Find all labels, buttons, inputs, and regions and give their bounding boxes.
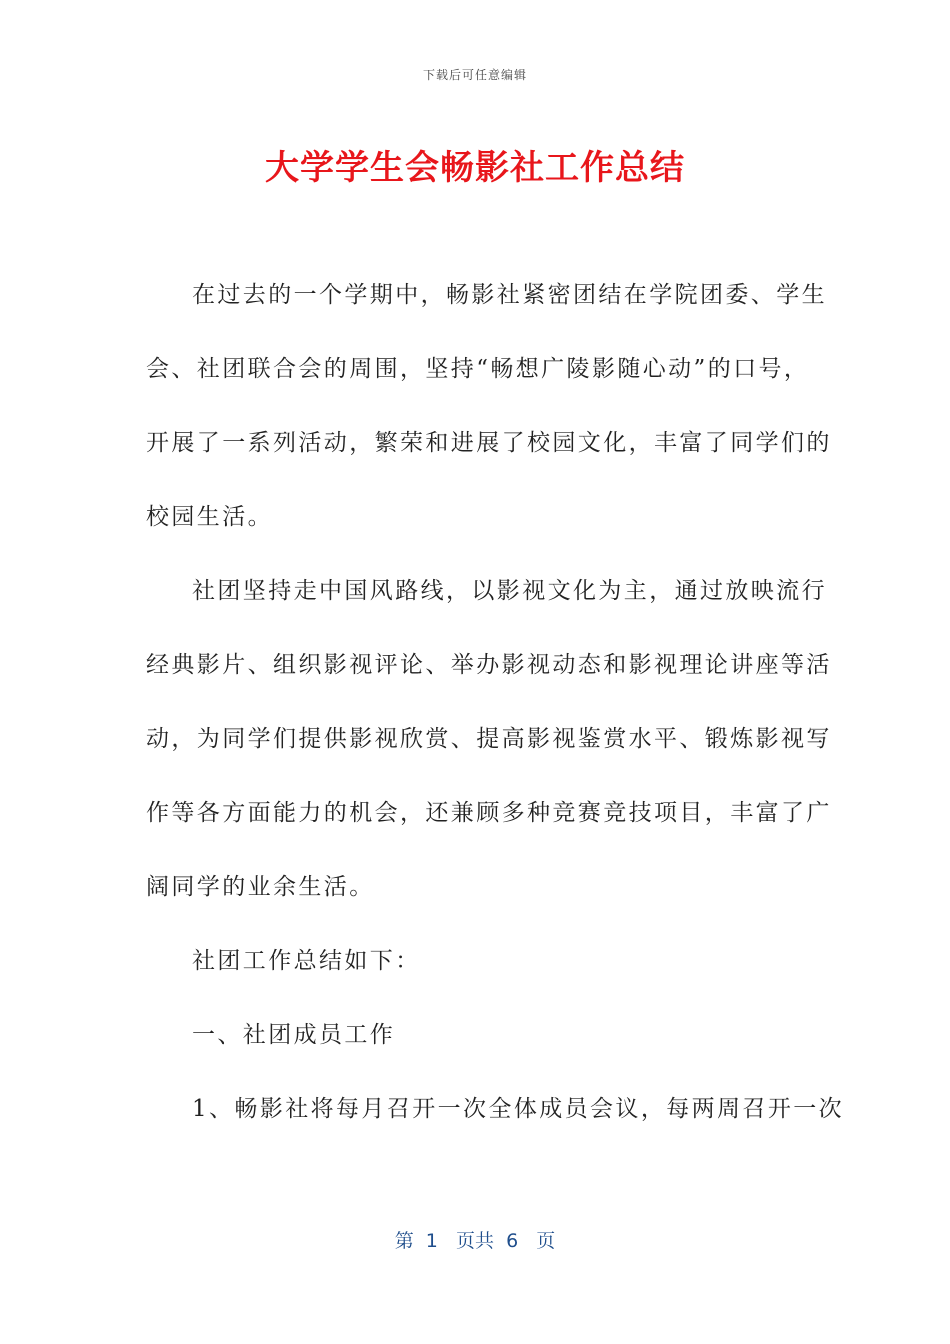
paragraph-2-line-3: 动，为同学们提供影视欣赏、提高影视鉴赏水平、锻炼影视写 — [146, 726, 832, 752]
document-body — [146, 274, 845, 1162]
section-heading: 一、社团成员工作 — [192, 1022, 396, 1048]
paragraph-1-line-4: 校园生活。 — [146, 504, 273, 530]
document-title: 大学学生会畅影社工作总结 — [265, 148, 685, 188]
paragraph-3: 社团工作总结如下： — [192, 948, 421, 974]
paragraph-1-line-3: 开展了一系列活动，繁荣和进展了校园文化，丰富了同学们的 — [146, 430, 832, 456]
page-number-footer: 第 1 页共 6 页 — [394, 1230, 556, 1252]
paragraph-2-line-1: 社团坚持走中国风路线，以影视文化为主，通过放映流行 — [192, 578, 827, 604]
paragraph-1-line-2: 会、社团联合会的周围，坚持“畅想广陵影随心动”的口号， — [146, 356, 810, 382]
paragraph-1-line-1: 在过去的一个学期中，畅影社紧密团结在学院团委、学生 — [192, 282, 827, 308]
list-item-1-line-1: 1、畅影社将每月召开一次全体成员会议，每两周召开一次 — [192, 1096, 845, 1122]
paragraph-2-line-2: 经典影片、组织影视评论、举办影视动态和影视理论讲座等活 — [146, 652, 832, 678]
paragraph-2-line-4: 作等各方面能力的机会，还兼顾多种竞赛竞技项目，丰富了广 — [146, 800, 832, 826]
header-note: 下载后可任意编辑 — [422, 68, 527, 82]
paragraph-2-line-5: 阔同学的业余生活。 — [146, 874, 375, 900]
